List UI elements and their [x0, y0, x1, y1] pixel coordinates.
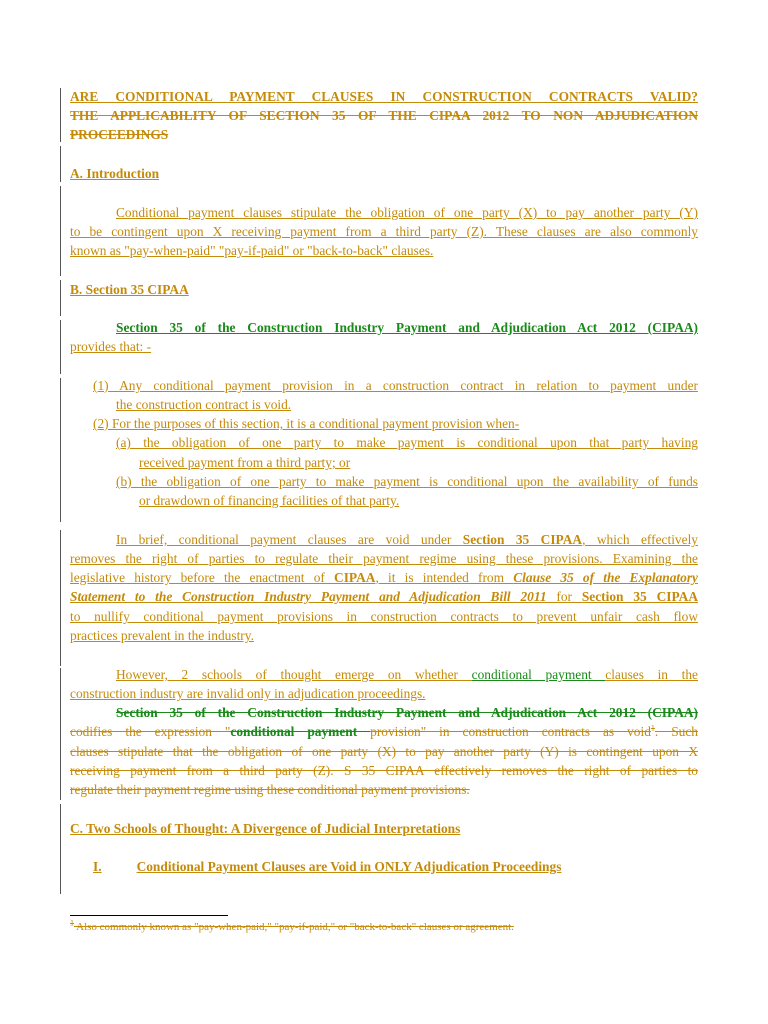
title-line-1: ARE CONDITIONAL PAYMENT CLAUSES IN CONSTRUCTION CONTRACTS VALID?: [70, 89, 698, 104]
item-1-line-2: the construction contract is void.: [116, 397, 292, 412]
section-35-heading: Section 35 of the Construction Industry Payment and Adjudication Act 2012 (CIPAA): [116, 320, 698, 335]
footnote-1: $^1$ Also commonly known as "pay-when-paid," "pay-if-paid," or "back-to-back" clauses or agreement.: [70, 918, 514, 933]
brief-line-6: practices prevalent in the industry.: [70, 628, 254, 643]
change-bar: [60, 320, 61, 374]
title-line-3: PROCEEDINGS: [70, 127, 169, 142]
deleted-line-4: receiving payment from a third party (Z). S 35 CIPAA effectively removes the right of parties to: [70, 763, 698, 778]
item-2b-line-2: or drawdown of financing facilities of that party.: [139, 493, 400, 508]
change-bar: [60, 378, 61, 522]
deleted-line-5: regulate their payment regime using these conditional payment provisions.: [70, 782, 470, 797]
change-bar: [60, 186, 61, 276]
section-a-heading: A. Introduction: [70, 166, 160, 181]
footnote-separator: [70, 915, 228, 916]
intro-line-2: to be contingent upon X receiving payment from a third party (Z). These clauses are also commonly: [70, 224, 698, 239]
item-2: (2) For the purposes of this section, it is a conditional payment provision when-: [93, 416, 520, 431]
subsection-i-heading: I. Conditional Payment Clauses are Void in ONLY Adjudication Proceedings: [93, 859, 562, 874]
brief-line-5: to nullify conditional payment provisions in construction contracts to prevent unfair cash flow: [70, 609, 698, 624]
title-line-2: THE APPLICABILITY OF SECTION 35 OF THE CIPAA 2012 TO NON ADJUDICATION: [70, 108, 698, 123]
change-bar: [60, 88, 61, 142]
change-bar: [60, 804, 61, 894]
intro-line-3: known as "pay-when-paid" "pay-if-paid" or "back-to-back" clauses.: [70, 243, 434, 258]
section-c-heading: C. Two Schools of Thought: A Divergence of Judicial Interpretations: [70, 821, 461, 836]
change-bar: [60, 280, 61, 316]
item-2a-line-1: (a) the obligation of one party to make payment is conditional upon that party having: [116, 435, 698, 450]
change-bar: [60, 146, 61, 182]
item-1-line-1: (1) Any conditional payment provision in a construction contract in relation to payment under: [93, 378, 698, 393]
brief-line-3: legislative history before the enactment of CIPAA, it is intended from Clause 35 of the Explanatory: [70, 570, 699, 585]
brief-line-1: In brief, conditional payment clauses are void under Section 35 CIPAA, which effectively: [116, 532, 698, 547]
item-2b-line-1: (b) the obligation of one party to make payment is conditional upon the availability of funds: [116, 474, 698, 489]
change-bar: [60, 530, 61, 666]
brief-line-4: Statement to the Construction Industry Payment and Adjudication Bill 2011 for Section 35 CIPAA: [70, 589, 698, 604]
intro-line-1: Conditional payment clauses stipulate the obligation of one party (X) to pay another party (Y): [116, 205, 698, 220]
item-2a-line-2: received payment from a third party; or: [139, 455, 351, 470]
however-line-1: However, 2 schools of thought emerge on whether conditional payment clauses in the: [116, 667, 698, 682]
provides-that: provides that: -: [70, 339, 152, 354]
deleted-line-2: codifies the expression "conditional payment provision" in construction contracts as void$^1$. Such: [70, 723, 698, 739]
deleted-line-3: clauses stipulate that the obligation of one party (X) to pay another party (Y) is contingent upon X: [70, 744, 698, 759]
section-b-heading: B. Section 35 CIPAA: [70, 282, 189, 297]
brief-line-2: removes the right of parties to regulate their payment regime using these provisions. Examining the: [70, 551, 698, 566]
change-bar: [60, 668, 61, 800]
deleted-line-1: Section 35 of the Construction Industry Payment and Adjudication Act 2012 (CIPAA): [116, 705, 698, 720]
however-line-2: construction industry are invalid only in adjudication proceedings.: [70, 686, 426, 701]
